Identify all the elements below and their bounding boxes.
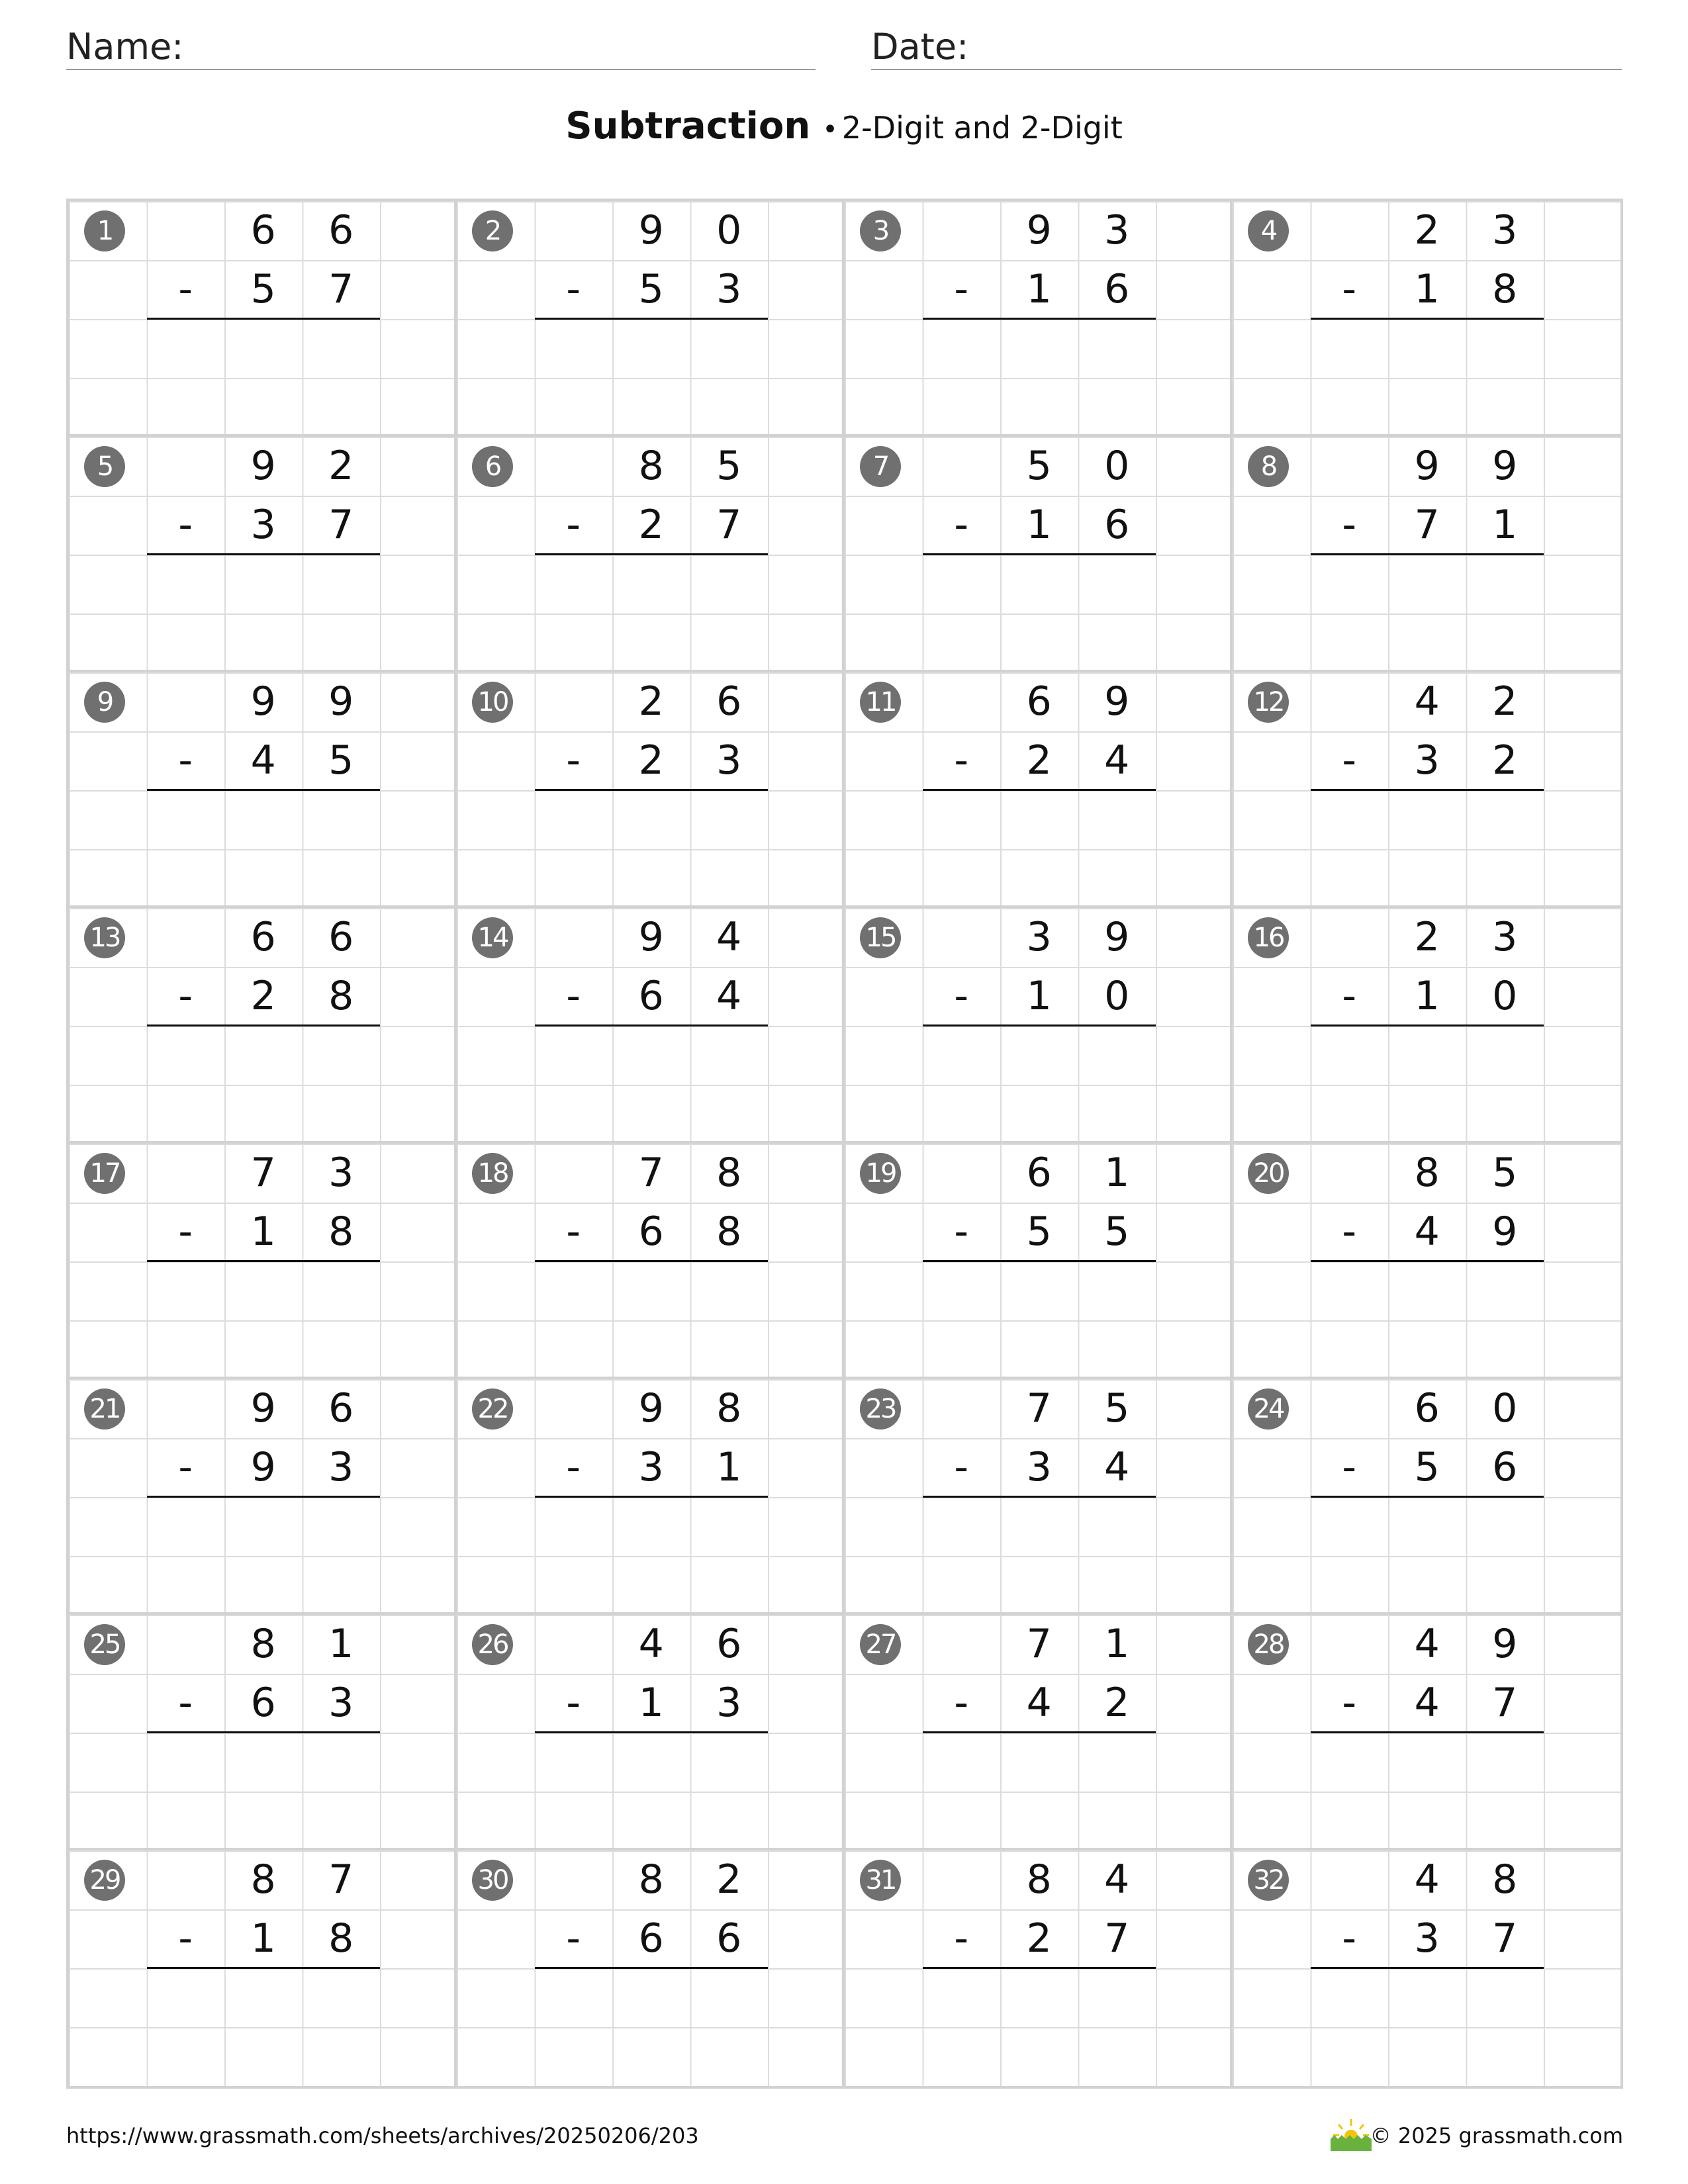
- problem-7: [845, 437, 1233, 672]
- minuend-tens-digit: 8: [250, 1621, 276, 1667]
- problem-number-badge: 3: [860, 210, 901, 251]
- minus-sign: -: [1342, 973, 1357, 1019]
- minuend-ones-digit: 5: [716, 443, 742, 489]
- minuend-tens-digit: 6: [250, 207, 276, 253]
- answer-line: [1311, 1260, 1544, 1262]
- answer-line: [147, 1260, 381, 1262]
- problem-number-badge: 18: [472, 1153, 513, 1194]
- problem-number-badge: 16: [1248, 917, 1289, 958]
- subtrahend-ones-digit: 4: [1104, 1444, 1130, 1490]
- problem-number-badge: 19: [860, 1153, 901, 1194]
- problem-number-badge: 8: [1248, 446, 1289, 487]
- problem-1: [69, 201, 457, 437]
- minus-sign: -: [178, 1680, 193, 1726]
- subtrahend-ones-digit: 6: [1104, 502, 1130, 548]
- problem-12: [1233, 672, 1620, 908]
- subtrahend-ones-digit: 6: [716, 1915, 742, 1962]
- minus-sign: -: [954, 1444, 969, 1490]
- minus-sign: -: [954, 1915, 969, 1962]
- answer-line: [923, 1731, 1156, 1733]
- subtrahend-tens-digit: 4: [1414, 1208, 1440, 1255]
- problem-2: [457, 201, 845, 437]
- problem-32: [1233, 1850, 1620, 2086]
- minuend-ones-digit: 1: [1104, 1150, 1130, 1196]
- subtrahend-ones-digit: 4: [1104, 737, 1130, 784]
- minus-sign: -: [566, 973, 581, 1019]
- minuend-tens-digit: 7: [1026, 1385, 1052, 1432]
- subtrahend-ones-digit: 2: [1104, 1680, 1130, 1726]
- minus-sign: -: [178, 502, 193, 548]
- minus-sign: -: [1342, 502, 1357, 548]
- subtrahend-tens-digit: 6: [638, 1915, 664, 1962]
- problem-number-badge: 12: [1248, 682, 1289, 723]
- minus-sign: -: [566, 502, 581, 548]
- subtrahend-tens-digit: 1: [638, 1680, 664, 1726]
- answer-line: [1311, 1731, 1544, 1733]
- subtrahend-tens-digit: 4: [1026, 1680, 1052, 1726]
- answer-line: [923, 1260, 1156, 1262]
- problem-number-badge: 17: [84, 1153, 125, 1194]
- answer-line: [147, 789, 381, 791]
- problem-number-badge: 28: [1248, 1624, 1289, 1665]
- subtrahend-ones-digit: 9: [1492, 1208, 1518, 1255]
- minuend-tens-digit: 9: [1026, 207, 1052, 253]
- minuend-ones-digit: 0: [1104, 443, 1130, 489]
- minuend-tens-digit: 4: [638, 1621, 664, 1667]
- minuend-tens-digit: 8: [1026, 1856, 1052, 1903]
- problem-6: [457, 437, 845, 672]
- answer-line: [923, 1496, 1156, 1498]
- problem-number-badge: 6: [472, 446, 513, 487]
- subtrahend-tens-digit: 3: [1414, 737, 1440, 784]
- problem-grid: [66, 199, 1623, 2089]
- date-field[interactable]: [871, 25, 1622, 70]
- minuend-ones-digit: 9: [328, 678, 354, 725]
- problem-number-badge: 27: [860, 1624, 901, 1665]
- minuend-ones-digit: 3: [1492, 914, 1518, 960]
- minuend-tens-digit: 9: [638, 914, 664, 960]
- problem-number-badge: 23: [860, 1388, 901, 1430]
- minuend-ones-digit: 4: [1104, 1856, 1130, 1903]
- minuend-tens-digit: 6: [1026, 1150, 1052, 1196]
- problem-number-badge: 31: [860, 1860, 901, 1901]
- subtrahend-ones-digit: 8: [1492, 266, 1518, 312]
- problem-number-badge: 14: [472, 917, 513, 958]
- minus-sign: -: [954, 1208, 969, 1255]
- problem-11: [845, 672, 1233, 908]
- minus-sign: -: [566, 1915, 581, 1962]
- answer-line: [147, 318, 381, 320]
- problem-number-badge: 30: [472, 1860, 513, 1901]
- minuend-ones-digit: 5: [1104, 1385, 1130, 1432]
- minuend-tens-digit: 2: [1414, 207, 1440, 253]
- minuend-ones-digit: 8: [716, 1385, 742, 1432]
- minus-sign: -: [566, 1208, 581, 1255]
- subtrahend-tens-digit: 3: [1026, 1444, 1052, 1490]
- subtrahend-tens-digit: 2: [1026, 1915, 1052, 1962]
- minuend-ones-digit: 6: [328, 1385, 354, 1432]
- answer-line: [535, 1967, 769, 1969]
- answer-line: [147, 1024, 381, 1026]
- minus-sign: -: [566, 266, 581, 312]
- answer-line: [535, 1731, 769, 1733]
- subtrahend-tens-digit: 5: [1026, 1208, 1052, 1255]
- problem-number-badge: 7: [860, 446, 901, 487]
- subtrahend-tens-digit: 1: [250, 1915, 276, 1962]
- subtrahend-tens-digit: 3: [250, 502, 276, 548]
- subtrahend-ones-digit: 0: [1104, 973, 1130, 1019]
- problem-19: [845, 1144, 1233, 1379]
- subtrahend-tens-digit: 1: [1026, 973, 1052, 1019]
- problem-13: [69, 908, 457, 1144]
- minuend-ones-digit: 9: [1104, 678, 1130, 725]
- minus-sign: -: [1342, 1915, 1357, 1962]
- problem-20: [1233, 1144, 1620, 1379]
- subtrahend-tens-digit: 4: [250, 737, 276, 784]
- problem-5: [69, 437, 457, 672]
- problem-31: [845, 1850, 1233, 2086]
- problem-9: [69, 672, 457, 908]
- minuend-ones-digit: 8: [1492, 1856, 1518, 1903]
- subtrahend-tens-digit: 4: [1414, 1680, 1440, 1726]
- problem-number-badge: 29: [84, 1860, 125, 1901]
- subtrahend-tens-digit: 5: [638, 266, 664, 312]
- footer-url: https://www.grassmath.com/sheets/archives/20250206/203: [66, 2123, 699, 2148]
- minus-sign: -: [178, 973, 193, 1019]
- answer-line: [1311, 318, 1544, 320]
- minuend-tens-digit: 9: [250, 443, 276, 489]
- subtrahend-ones-digit: 4: [716, 973, 742, 1019]
- minus-sign: -: [1342, 1680, 1357, 1726]
- subtrahend-tens-digit: 1: [1026, 266, 1052, 312]
- problem-number-badge: 22: [472, 1388, 513, 1430]
- subtrahend-tens-digit: 2: [250, 973, 276, 1019]
- subtrahend-ones-digit: 7: [1492, 1915, 1518, 1962]
- subtrahend-tens-digit: 3: [638, 1444, 664, 1490]
- answer-line: [923, 318, 1156, 320]
- date-label: Date:: [871, 26, 969, 68]
- name-field[interactable]: [66, 25, 816, 70]
- answer-line: [147, 553, 381, 555]
- subtrahend-tens-digit: 2: [1026, 737, 1052, 784]
- problem-29: [69, 1850, 457, 2086]
- subtrahend-ones-digit: 5: [328, 737, 354, 784]
- minuend-tens-digit: 9: [638, 207, 664, 253]
- minus-sign: -: [566, 737, 581, 784]
- answer-line: [147, 1496, 381, 1498]
- problem-23: [845, 1379, 1233, 1615]
- subtrahend-ones-digit: 1: [1492, 502, 1518, 548]
- subtrahend-ones-digit: 3: [328, 1444, 354, 1490]
- answer-line: [1311, 1967, 1544, 1969]
- subtrahend-tens-digit: 5: [1414, 1444, 1440, 1490]
- subtrahend-ones-digit: 7: [716, 502, 742, 548]
- minuend-tens-digit: 7: [638, 1150, 664, 1196]
- minuend-tens-digit: 9: [638, 1385, 664, 1432]
- subtrahend-ones-digit: 7: [328, 502, 354, 548]
- title-subtitle: 2-Digit and 2-Digit: [841, 110, 1123, 146]
- problem-18: [457, 1144, 845, 1379]
- subtrahend-ones-digit: 3: [716, 266, 742, 312]
- minus-sign: -: [178, 266, 193, 312]
- subtrahend-ones-digit: 2: [1492, 737, 1518, 784]
- subtrahend-ones-digit: 6: [1492, 1444, 1518, 1490]
- subtrahend-ones-digit: 3: [328, 1680, 354, 1726]
- subtrahend-tens-digit: 1: [1414, 266, 1440, 312]
- name-label: Name:: [66, 26, 184, 68]
- minus-sign: -: [178, 1444, 193, 1490]
- problem-4: [1233, 201, 1620, 437]
- minuend-ones-digit: 1: [328, 1621, 354, 1667]
- subtrahend-ones-digit: 0: [1492, 973, 1518, 1019]
- subtrahend-ones-digit: 3: [716, 1680, 742, 1726]
- worksheet-title: [0, 105, 1688, 148]
- subtrahend-tens-digit: 1: [250, 1208, 276, 1255]
- minuend-tens-digit: 5: [1026, 443, 1052, 489]
- subtrahend-tens-digit: 1: [1414, 973, 1440, 1019]
- minuend-tens-digit: 2: [1414, 914, 1440, 960]
- minus-sign: -: [178, 1915, 193, 1962]
- subtrahend-tens-digit: 9: [250, 1444, 276, 1490]
- problem-number-badge: 26: [472, 1624, 513, 1665]
- problem-number-badge: 13: [84, 917, 125, 958]
- problem-21: [69, 1379, 457, 1615]
- minus-sign: -: [178, 737, 193, 784]
- answer-line: [535, 553, 769, 555]
- minuend-ones-digit: 6: [328, 914, 354, 960]
- problem-28: [1233, 1615, 1620, 1850]
- problem-10: [457, 672, 845, 908]
- answer-line: [1311, 1496, 1544, 1498]
- problem-number-badge: 15: [860, 917, 901, 958]
- problem-16: [1233, 908, 1620, 1144]
- minuend-ones-digit: 3: [1492, 207, 1518, 253]
- problem-14: [457, 908, 845, 1144]
- minuend-tens-digit: 8: [250, 1856, 276, 1903]
- minuend-ones-digit: 6: [328, 207, 354, 253]
- problem-24: [1233, 1379, 1620, 1615]
- problem-15: [845, 908, 1233, 1144]
- minuend-ones-digit: 8: [716, 1150, 742, 1196]
- problem-number-badge: 24: [1248, 1388, 1289, 1430]
- minus-sign: -: [178, 1208, 193, 1255]
- minus-sign: -: [954, 737, 969, 784]
- subtrahend-ones-digit: 6: [1104, 266, 1130, 312]
- minuend-ones-digit: 6: [716, 678, 742, 725]
- subtrahend-ones-digit: 1: [716, 1444, 742, 1490]
- minuend-tens-digit: 8: [1414, 1150, 1440, 1196]
- minuend-tens-digit: 2: [638, 678, 664, 725]
- minuend-tens-digit: 8: [638, 443, 664, 489]
- problem-number-badge: 4: [1248, 210, 1289, 251]
- problem-number-badge: 5: [84, 446, 125, 487]
- problem-26: [457, 1615, 845, 1850]
- subtrahend-tens-digit: 6: [638, 973, 664, 1019]
- subtrahend-ones-digit: 8: [716, 1208, 742, 1255]
- subtrahend-tens-digit: 7: [1414, 502, 1440, 548]
- minuend-ones-digit: 4: [716, 914, 742, 960]
- minus-sign: -: [954, 502, 969, 548]
- minus-sign: -: [566, 1444, 581, 1490]
- minuend-ones-digit: 2: [328, 443, 354, 489]
- subtrahend-ones-digit: 8: [328, 973, 354, 1019]
- problem-3: [845, 201, 1233, 437]
- minuend-ones-digit: 2: [1492, 678, 1518, 725]
- subtrahend-ones-digit: 8: [328, 1208, 354, 1255]
- problem-number-badge: 2: [472, 210, 513, 251]
- minuend-tens-digit: 9: [250, 678, 276, 725]
- minuend-tens-digit: 7: [1026, 1621, 1052, 1667]
- answer-line: [147, 1731, 381, 1733]
- minuend-tens-digit: 4: [1414, 1856, 1440, 1903]
- minuend-tens-digit: 4: [1414, 1621, 1440, 1667]
- footer-copyright: © 2025 grassmath.com: [1370, 2123, 1623, 2148]
- minuend-ones-digit: 0: [716, 207, 742, 253]
- minuend-tens-digit: 7: [250, 1150, 276, 1196]
- answer-line: [923, 553, 1156, 555]
- minuend-ones-digit: 9: [1492, 1621, 1518, 1667]
- problem-27: [845, 1615, 1233, 1850]
- minuend-ones-digit: 9: [1492, 443, 1518, 489]
- minuend-ones-digit: 7: [328, 1856, 354, 1903]
- answer-line: [923, 789, 1156, 791]
- subtrahend-tens-digit: 3: [1414, 1915, 1440, 1962]
- answer-line: [1311, 789, 1544, 791]
- minuend-ones-digit: 3: [1104, 207, 1130, 253]
- answer-line: [535, 1496, 769, 1498]
- minus-sign: -: [954, 266, 969, 312]
- subtrahend-ones-digit: 7: [1104, 1915, 1130, 1962]
- minuend-tens-digit: 8: [638, 1856, 664, 1903]
- subtrahend-tens-digit: 2: [638, 737, 664, 784]
- minus-sign: -: [1342, 1444, 1357, 1490]
- minus-sign: -: [1342, 737, 1357, 784]
- subtrahend-tens-digit: 5: [250, 266, 276, 312]
- problem-number-badge: 10: [472, 682, 513, 723]
- minuend-ones-digit: 9: [1104, 914, 1130, 960]
- subtrahend-tens-digit: 6: [638, 1208, 664, 1255]
- title-main: Subtraction: [565, 105, 811, 148]
- answer-line: [923, 1967, 1156, 1969]
- minuend-ones-digit: 2: [716, 1856, 742, 1903]
- answer-line: [1311, 553, 1544, 555]
- problem-30: [457, 1850, 845, 2086]
- problem-8: [1233, 437, 1620, 672]
- problem-number-badge: 11: [860, 682, 901, 723]
- answer-line: [535, 1260, 769, 1262]
- title-separator: •: [822, 114, 838, 145]
- minuend-ones-digit: 5: [1492, 1150, 1518, 1196]
- answer-line: [535, 789, 769, 791]
- problem-number-badge: 9: [84, 682, 125, 723]
- minuend-tens-digit: 9: [250, 1385, 276, 1432]
- minuend-tens-digit: 6: [1414, 1385, 1440, 1432]
- subtrahend-tens-digit: 2: [638, 502, 664, 548]
- minus-sign: -: [1342, 266, 1357, 312]
- problem-number-badge: 25: [84, 1624, 125, 1665]
- minuend-ones-digit: 1: [1104, 1621, 1130, 1667]
- minuend-tens-digit: 6: [1026, 678, 1052, 725]
- problem-number-badge: 21: [84, 1388, 125, 1430]
- subtrahend-ones-digit: 8: [328, 1915, 354, 1962]
- subtrahend-ones-digit: 7: [328, 266, 354, 312]
- problem-17: [69, 1144, 457, 1379]
- minuend-tens-digit: 4: [1414, 678, 1440, 725]
- subtrahend-tens-digit: 6: [250, 1680, 276, 1726]
- minus-sign: -: [1342, 1208, 1357, 1255]
- problem-number-badge: 20: [1248, 1153, 1289, 1194]
- answer-line: [147, 1967, 381, 1969]
- minuend-tens-digit: 6: [250, 914, 276, 960]
- answer-line: [535, 318, 769, 320]
- minus-sign: -: [566, 1680, 581, 1726]
- minuend-tens-digit: 9: [1414, 443, 1440, 489]
- problem-22: [457, 1379, 845, 1615]
- problem-number-badge: 1: [84, 210, 125, 251]
- minuend-ones-digit: 0: [1492, 1385, 1518, 1432]
- minus-sign: -: [954, 1680, 969, 1726]
- answer-line: [1311, 1024, 1544, 1026]
- subtrahend-ones-digit: 5: [1104, 1208, 1130, 1255]
- sun-over-grass-icon: [1329, 2116, 1373, 2152]
- minus-sign: -: [954, 973, 969, 1019]
- minuend-ones-digit: 3: [328, 1150, 354, 1196]
- problem-25: [69, 1615, 457, 1850]
- problem-number-badge: 32: [1248, 1860, 1289, 1901]
- subtrahend-ones-digit: 3: [716, 737, 742, 784]
- subtrahend-tens-digit: 1: [1026, 502, 1052, 548]
- subtrahend-ones-digit: 7: [1492, 1680, 1518, 1726]
- minuend-ones-digit: 6: [716, 1621, 742, 1667]
- answer-line: [923, 1024, 1156, 1026]
- minuend-tens-digit: 3: [1026, 914, 1052, 960]
- answer-line: [535, 1024, 769, 1026]
